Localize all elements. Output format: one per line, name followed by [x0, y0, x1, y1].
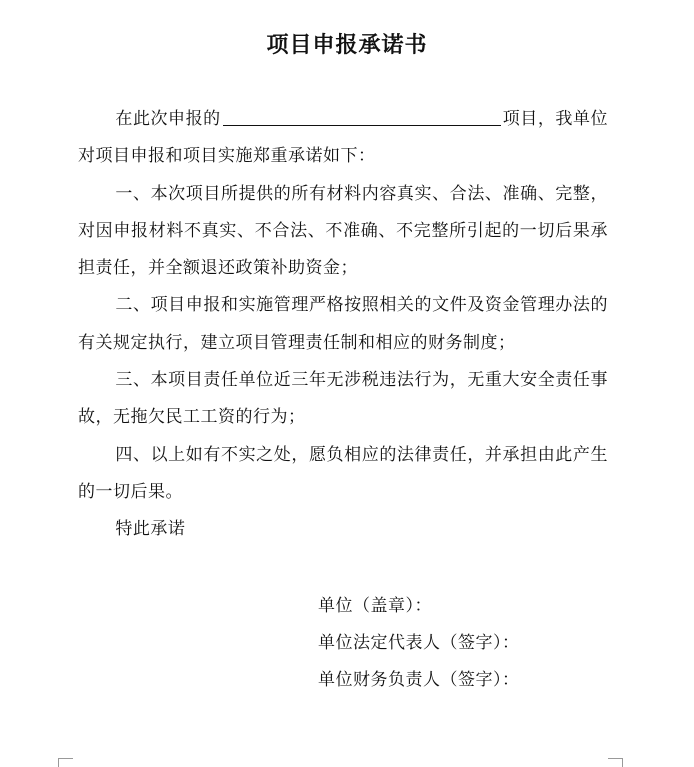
- commitment-paragraph-1: 一、本次项目所提供的所有材料内容真实、合法、准确、完整，对因申报材料不真实、不合法、不准确、不完整所引起的一切后果承担责任，并全额退还政策补助资金；: [78, 183, 608, 279]
- intro-prefix: 在此次申报的: [115, 109, 221, 129]
- intro-suffix: 项目，我单位对项目申报和项目实施郑重承诺如下：: [78, 109, 609, 167]
- project-name-blank: [223, 108, 501, 126]
- closing-line: 特此承诺: [115, 519, 186, 540]
- commitment-paragraph-4: 四、以上如有不实之处，愿负相应的法律责任，并承担由此产生的一切后果。: [78, 444, 608, 502]
- signature-legal-representative: 单位法定代表人（签字）：: [318, 633, 520, 653]
- commitment-paragraph-3: 三、本项目责任单位近三年无涉税违法行为，无重大安全责任事故，无拖欠民工工资的行为；: [78, 370, 608, 428]
- document-title: 项目申报承诺书: [266, 32, 428, 58]
- intro-paragraph: [78, 101, 608, 176]
- signature-block: [318, 588, 520, 699]
- signature-finance-head: 单位财务负责人（签字）：: [318, 670, 520, 690]
- signature-unit-seal: 单位（盖章）：: [318, 596, 432, 616]
- commitment-paragraph-2: 二、项目申报和实施管理严格按照相关的文件及资金管理办法的有关规定执行，建立项目管理责任制和相应的财务制度；: [78, 295, 608, 353]
- document-body: [78, 101, 608, 549]
